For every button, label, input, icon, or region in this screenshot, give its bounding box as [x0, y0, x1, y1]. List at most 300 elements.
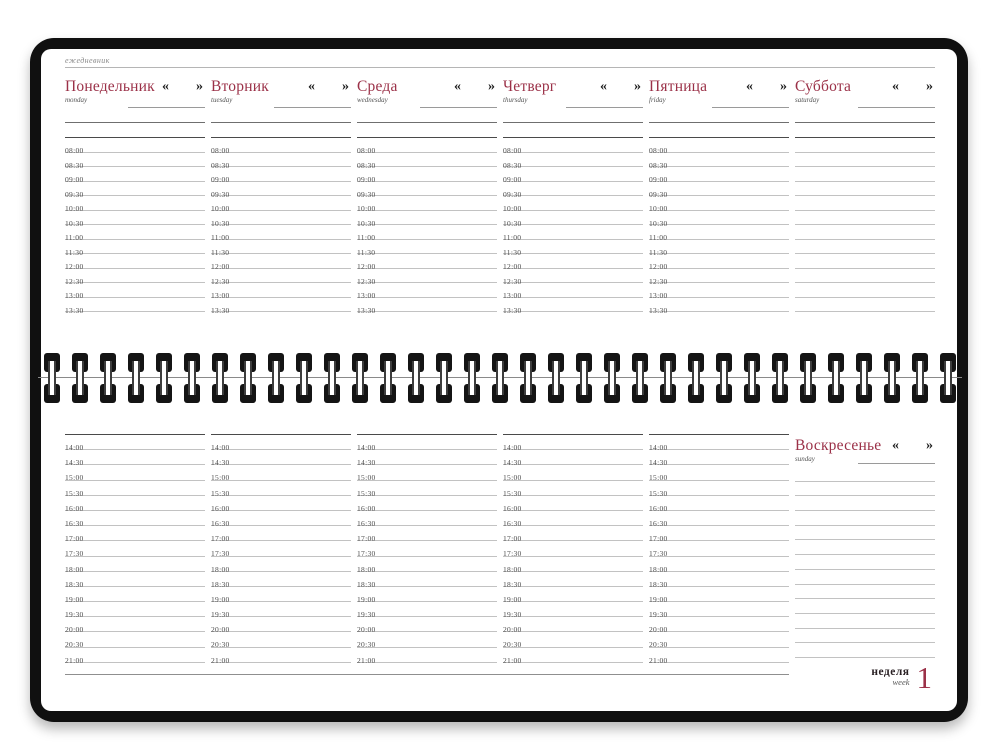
time-row [503, 450, 643, 468]
time-row [503, 167, 643, 182]
evening-column-tuesday [211, 434, 351, 663]
time-label: 20:30 [503, 640, 522, 650]
time-label: 18:00 [211, 564, 230, 574]
date-line [712, 107, 789, 108]
binding-ring [632, 353, 648, 403]
day-column-sunday [795, 434, 935, 695]
time-label: 12:00 [357, 262, 376, 271]
ring-wire [216, 361, 224, 395]
time-row [503, 632, 643, 650]
time-row [503, 254, 643, 269]
time-label: 12:00 [503, 262, 522, 271]
time-label: 16:00 [65, 503, 84, 513]
time-row [65, 240, 205, 255]
evening-column-wednesday [357, 434, 497, 663]
time-label: 14:00 [503, 443, 522, 452]
time-row [649, 138, 789, 153]
header-rule [795, 122, 935, 123]
day-column-friday [649, 78, 789, 315]
time-label: 16:30 [649, 518, 668, 528]
time-label: 20:00 [649, 625, 668, 635]
time-label: 10:00 [357, 204, 376, 213]
next-chevron-icon: » [634, 79, 641, 94]
time-row [649, 283, 789, 298]
time-rows [65, 434, 205, 663]
day-name-row [795, 437, 935, 457]
day-name-row [357, 78, 497, 98]
binding-ring [800, 353, 816, 403]
binding-ring [352, 353, 368, 403]
time-row [65, 541, 205, 559]
time-row [795, 182, 935, 197]
week-indicator [795, 660, 935, 695]
ring-wire [104, 361, 112, 395]
time-label: 08:00 [503, 146, 522, 155]
time-row [357, 632, 497, 650]
time-row [649, 254, 789, 269]
binding-ring [464, 353, 480, 403]
ring-wire [496, 361, 504, 395]
time-row [211, 632, 351, 650]
time-label: 11:30 [65, 247, 84, 257]
time-row [649, 572, 789, 587]
time-row [65, 632, 205, 650]
day-column-thursday [503, 78, 643, 315]
binding-ring [660, 353, 676, 403]
time-label: 19:00 [65, 594, 84, 604]
prev-chevron-icon: « [162, 79, 169, 94]
ring-wire [748, 361, 756, 395]
time-label: 18:00 [649, 564, 668, 574]
day-name-row [795, 78, 935, 98]
time-label: 21:00 [649, 655, 668, 665]
time-row [357, 572, 497, 587]
time-row [65, 557, 205, 572]
time-row [649, 496, 789, 511]
binding-ring [184, 353, 200, 403]
time-label: 15:00 [649, 473, 668, 483]
time-row [211, 465, 351, 483]
binding-ring [772, 353, 788, 403]
day-subtitle: thursday [503, 96, 528, 104]
time-row [211, 511, 351, 526]
prev-chevron-icon: « [600, 79, 607, 94]
time-label: 09:30 [503, 189, 522, 199]
time-row [357, 138, 497, 153]
time-row [795, 269, 935, 284]
day-name: Понедельник [65, 78, 155, 95]
time-row [357, 167, 497, 182]
time-label: 19:00 [211, 594, 230, 604]
time-label: 09:00 [503, 175, 522, 184]
time-label: 18:00 [503, 564, 522, 574]
time-row [211, 167, 351, 182]
time-label: 15:00 [211, 473, 230, 483]
binding-ring [72, 353, 88, 403]
time-row [649, 211, 789, 226]
time-label: 08:30 [649, 160, 668, 170]
time-label: 14:30 [649, 458, 668, 468]
time-label: 20:00 [357, 625, 376, 635]
day-header-wednesday [357, 78, 497, 137]
ring-wire [132, 361, 140, 395]
day-name-row [65, 78, 205, 98]
time-row [357, 153, 497, 168]
brand-label: ежедневник [65, 56, 110, 65]
time-label: 12:00 [211, 262, 230, 271]
time-label: 08:00 [65, 146, 84, 155]
time-label: 17:30 [649, 549, 668, 559]
next-chevron-icon: » [196, 79, 203, 94]
time-row [649, 526, 789, 544]
time-label: 14:00 [649, 443, 668, 452]
time-row [65, 254, 205, 269]
binding-ring [212, 353, 228, 403]
time-label: 16:00 [211, 503, 230, 513]
time-label: 19:30 [65, 610, 84, 620]
ring-wire [664, 361, 672, 395]
blank-line [795, 526, 935, 541]
time-row [211, 541, 351, 559]
time-row [211, 153, 351, 168]
time-label: 14:00 [211, 443, 230, 452]
time-label: 15:00 [503, 473, 522, 483]
time-row [357, 240, 497, 255]
time-label: 18:30 [211, 579, 230, 589]
time-label: 09:00 [357, 175, 376, 184]
day-name-row [649, 78, 789, 98]
binding-ring [576, 353, 592, 403]
binding-ring [156, 353, 172, 403]
time-label: 20:00 [211, 625, 230, 635]
day-column-monday [65, 78, 205, 315]
time-label: 16:30 [211, 518, 230, 528]
time-row [357, 450, 497, 468]
binding-ring [940, 353, 956, 403]
time-row [211, 526, 351, 544]
binding-ring [380, 353, 396, 403]
blank-line [795, 511, 935, 526]
binding-ring [912, 353, 928, 403]
time-rows [357, 137, 497, 315]
time-label: 17:00 [357, 534, 376, 544]
time-label: 13:30 [649, 305, 668, 315]
day-name-row [211, 78, 351, 98]
time-label: 08:30 [503, 160, 522, 170]
header-rule [357, 122, 497, 123]
time-label: 17:00 [65, 534, 84, 544]
time-row [795, 298, 935, 313]
blank-line [795, 570, 935, 585]
time-label: 13:00 [357, 291, 376, 300]
day-column-tuesday [211, 78, 351, 315]
time-label: 08:30 [65, 160, 84, 170]
time-row [357, 617, 497, 635]
time-label: 11:30 [357, 247, 376, 257]
time-label: 19:00 [503, 594, 522, 604]
time-row [65, 153, 205, 168]
next-chevron-icon: » [488, 79, 495, 94]
next-chevron-icon: » [926, 438, 933, 453]
date-line [566, 107, 643, 108]
ring-wire [76, 361, 84, 395]
binding-ring [128, 353, 144, 403]
time-label: 18:30 [65, 579, 84, 589]
header-rule [211, 122, 351, 123]
time-row [795, 153, 935, 168]
time-label: 16:00 [503, 503, 522, 513]
binding-ring [492, 353, 508, 403]
time-label: 08:30 [211, 160, 230, 170]
day-name: Среда [357, 78, 398, 95]
time-row [649, 602, 789, 620]
time-rows [503, 137, 643, 315]
time-label: 08:00 [211, 146, 230, 155]
time-row [65, 298, 205, 313]
time-label: 13:30 [211, 305, 230, 315]
binding-ring [324, 353, 340, 403]
binding-ring [268, 353, 284, 403]
ring-wire [244, 361, 252, 395]
time-rows [503, 434, 643, 663]
time-label: 10:00 [65, 204, 84, 213]
time-label: 08:30 [357, 160, 376, 170]
time-row [649, 225, 789, 240]
ring-wire [272, 361, 280, 395]
time-label: 19:30 [211, 610, 230, 620]
time-label: 13:00 [503, 291, 522, 300]
time-label: 11:00 [503, 233, 522, 242]
ring-wire [328, 361, 336, 395]
time-label: 18:30 [503, 579, 522, 589]
ring-wire [384, 361, 392, 395]
time-row [503, 435, 643, 450]
time-label: 17:30 [503, 549, 522, 559]
next-chevron-icon: » [926, 79, 933, 94]
time-row [649, 298, 789, 313]
time-row [65, 526, 205, 544]
time-label: 21:00 [211, 655, 230, 665]
binding-ring [548, 353, 564, 403]
time-row [795, 211, 935, 226]
time-label: 14:30 [211, 458, 230, 468]
time-row [357, 283, 497, 298]
binding-ring [884, 353, 900, 403]
time-row [65, 617, 205, 635]
spiral-binding [44, 353, 956, 403]
time-row [357, 254, 497, 269]
ring-wire [776, 361, 784, 395]
day-subtitle: saturday [795, 96, 820, 104]
blank-line [795, 629, 935, 644]
time-row [503, 182, 643, 197]
header-rule [503, 122, 643, 123]
day-name: Вторник [211, 78, 269, 95]
time-label: 15:30 [357, 488, 376, 498]
time-row [357, 557, 497, 572]
time-row [65, 138, 205, 153]
time-label: 15:30 [65, 488, 84, 498]
time-label: 18:00 [65, 564, 84, 574]
time-label: 14:30 [503, 458, 522, 468]
prev-chevron-icon: « [892, 438, 899, 453]
time-row [357, 196, 497, 211]
time-row [211, 435, 351, 450]
time-row [211, 182, 351, 197]
time-row [211, 225, 351, 240]
day-header-saturday [795, 78, 935, 137]
time-label: 13:30 [357, 305, 376, 315]
time-label: 12:30 [65, 276, 84, 286]
date-line [858, 463, 935, 464]
ring-wire [608, 361, 616, 395]
prev-chevron-icon: « [308, 79, 315, 94]
time-rows [65, 137, 205, 315]
time-label: 14:00 [65, 443, 84, 452]
day-column-saturday [795, 78, 935, 312]
time-row [211, 211, 351, 226]
time-row [211, 496, 351, 511]
ring-wire [944, 361, 952, 395]
time-label: 15:00 [357, 473, 376, 483]
time-label: 20:00 [503, 625, 522, 635]
binding-ring [604, 353, 620, 403]
bottom-week-grid [65, 434, 935, 695]
time-row [65, 225, 205, 240]
time-label: 13:00 [649, 291, 668, 300]
blank-line [795, 555, 935, 570]
ring-wire [888, 361, 896, 395]
time-row [503, 211, 643, 226]
time-row [357, 182, 497, 197]
time-label: 09:30 [211, 189, 230, 199]
time-label: 10:30 [357, 218, 376, 228]
ring-wire [160, 361, 168, 395]
time-label: 14:30 [357, 458, 376, 468]
day-header-sunday [795, 434, 935, 470]
time-row [649, 269, 789, 284]
time-row [65, 511, 205, 526]
time-label: 17:00 [211, 534, 230, 544]
header-rule [65, 122, 205, 123]
time-label: 13:30 [503, 305, 522, 315]
ring-wire [804, 361, 812, 395]
time-row [357, 511, 497, 526]
binding-ring [744, 353, 760, 403]
ring-wire [440, 361, 448, 395]
time-label: 16:00 [649, 503, 668, 513]
blank-line [795, 585, 935, 600]
blank-line [795, 599, 935, 614]
prev-chevron-icon: « [454, 79, 461, 94]
time-row [65, 587, 205, 602]
top-week-grid [65, 78, 935, 315]
time-row [357, 587, 497, 602]
binding-ring [100, 353, 116, 403]
prev-chevron-icon: « [892, 79, 899, 94]
time-row [211, 269, 351, 284]
date-line [858, 107, 935, 108]
blank-line [795, 482, 935, 497]
time-label: 09:30 [65, 189, 84, 199]
time-row [795, 196, 935, 211]
time-row [211, 138, 351, 153]
time-label: 15:00 [65, 473, 84, 483]
time-label: 15:30 [649, 488, 668, 498]
ring-wire [860, 361, 868, 395]
time-label: 16:30 [65, 518, 84, 528]
time-row [503, 196, 643, 211]
ring-wire [720, 361, 728, 395]
time-label: 17:30 [65, 549, 84, 559]
time-row [649, 167, 789, 182]
ring-wire [552, 361, 560, 395]
time-row [649, 465, 789, 483]
time-label: 16:00 [357, 503, 376, 513]
time-row [65, 481, 205, 496]
time-row [795, 240, 935, 255]
time-label: 19:00 [357, 594, 376, 604]
next-chevron-icon: » [780, 79, 787, 94]
time-row [211, 298, 351, 313]
ring-wire [916, 361, 924, 395]
time-row [649, 450, 789, 468]
time-label: 12:30 [649, 276, 668, 286]
time-row [211, 587, 351, 602]
time-label: 10:00 [649, 204, 668, 213]
time-row [211, 557, 351, 572]
time-label: 12:00 [649, 262, 668, 271]
time-row [503, 481, 643, 496]
ring-wire [356, 361, 364, 395]
blank-line [795, 540, 935, 555]
time-row [649, 648, 789, 663]
time-row [649, 541, 789, 559]
evening-column-friday [649, 434, 789, 663]
time-row [65, 465, 205, 483]
binding-ring [688, 353, 704, 403]
time-row [357, 211, 497, 226]
time-label: 12:30 [503, 276, 522, 286]
ring-wire [580, 361, 588, 395]
time-label: 08:00 [357, 146, 376, 155]
time-row [357, 526, 497, 544]
time-label: 13:00 [211, 291, 230, 300]
time-row [503, 496, 643, 511]
time-row [65, 269, 205, 284]
time-label: 19:30 [503, 610, 522, 620]
time-row [211, 254, 351, 269]
time-label: 13:00 [65, 291, 84, 300]
time-row [503, 465, 643, 483]
evening-column-thursday [503, 434, 643, 663]
time-label: 09:00 [211, 175, 230, 184]
day-column-wednesday [357, 78, 497, 315]
time-label: 11:00 [357, 233, 376, 242]
time-row [503, 283, 643, 298]
time-row [503, 298, 643, 313]
time-label: 14:30 [65, 458, 84, 468]
time-row [503, 602, 643, 620]
time-label: 09:00 [649, 175, 668, 184]
blank-line [795, 614, 935, 629]
time-row [211, 283, 351, 298]
time-label: 18:30 [649, 579, 668, 589]
day-subtitle: sunday [795, 455, 815, 463]
time-row [211, 450, 351, 468]
time-row [503, 138, 643, 153]
date-line [274, 107, 351, 108]
